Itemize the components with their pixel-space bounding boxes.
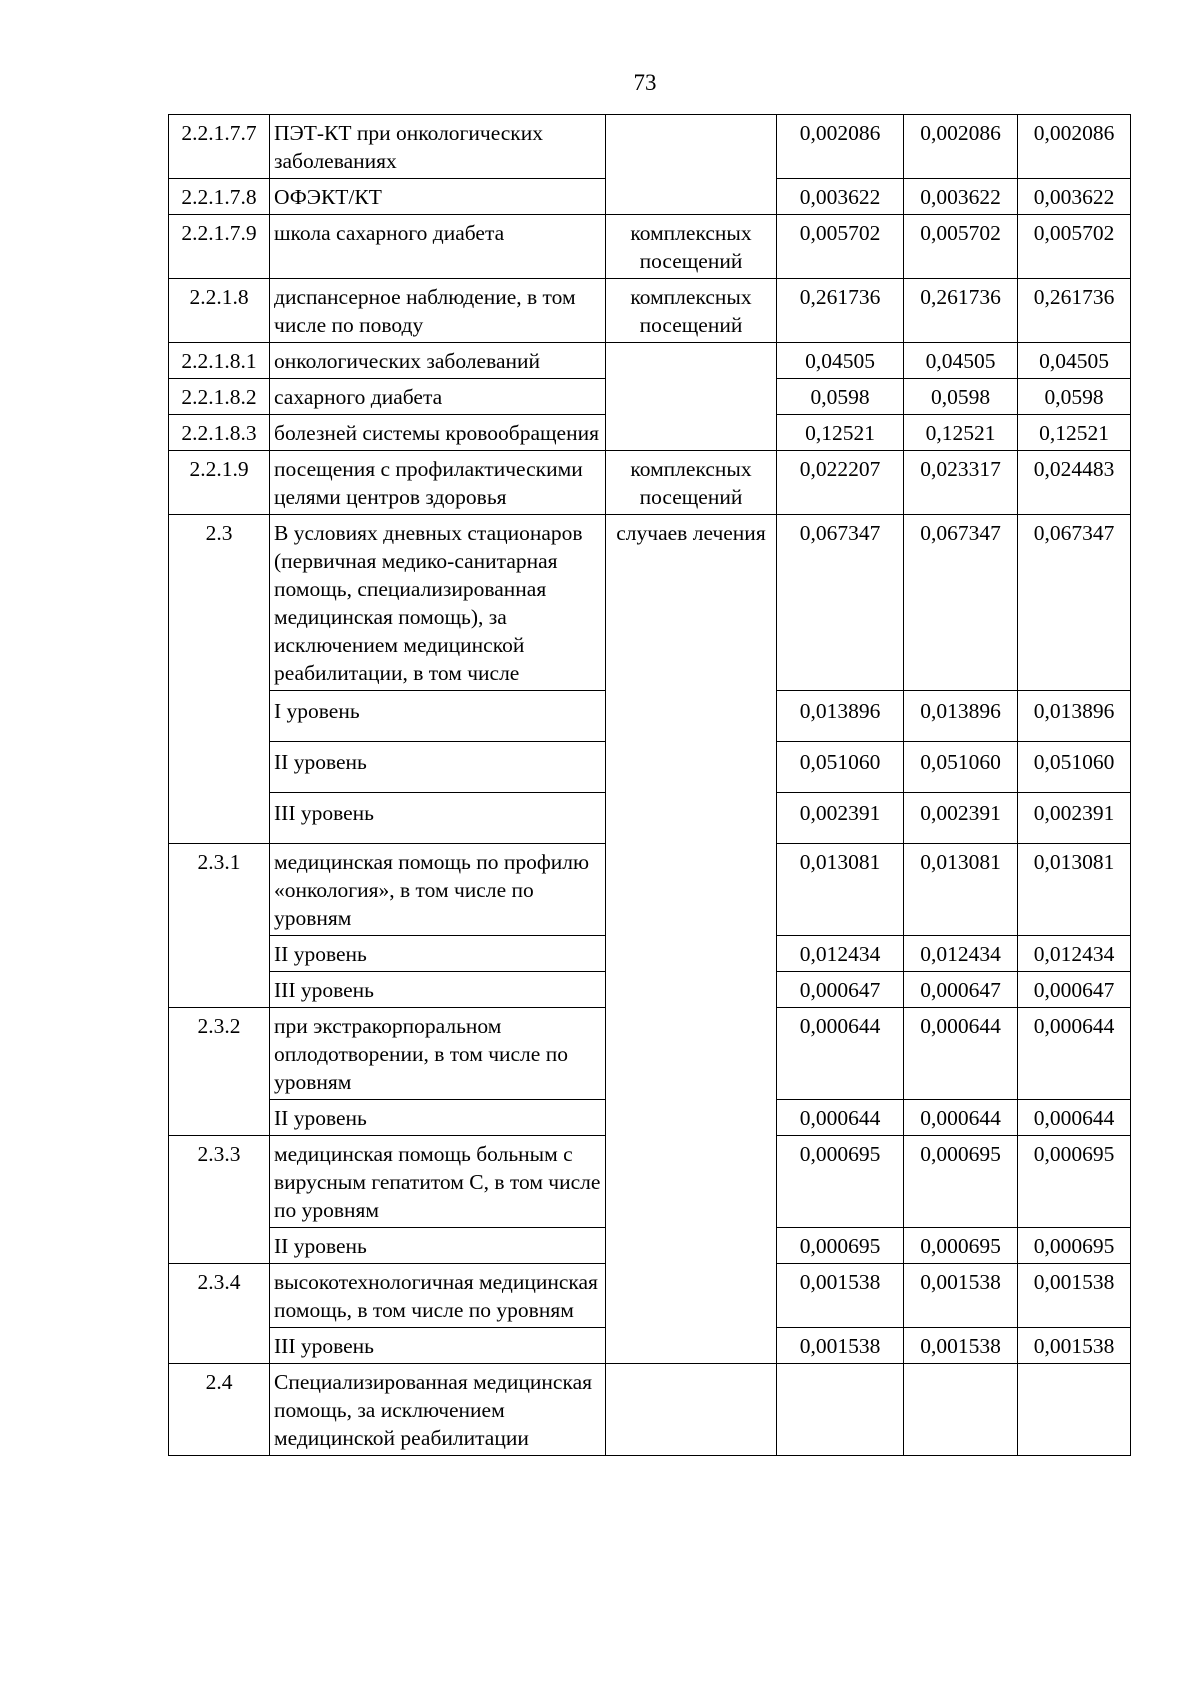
row-code: 2.2.1.7.9 [169,215,270,279]
row-code: 2.2.1.7.7 [169,115,270,179]
row-name: II уровень [270,1228,606,1264]
row-value-3: 0,002086 [1018,115,1131,179]
row-value-2: 0,000644 [904,1100,1018,1136]
row-value-1: 0,000644 [777,1008,904,1100]
row-value-2: 0,023317 [904,451,1018,515]
row-value-3: 0,003622 [1018,179,1131,215]
row-unit: комплексных посещений [606,279,777,343]
row-code: 2.3.1 [169,844,270,1008]
table-row [169,1364,1131,1456]
norms-table [168,114,1131,1456]
row-value-2: 0,000695 [904,1136,1018,1228]
row-value-1: 0,001538 [777,1328,904,1364]
row-unit: комплексных посещений [606,451,777,515]
row-value-2: 0,067347 [904,515,1018,691]
row-name: школа сахарного диабета [270,215,606,279]
row-value-2: 0,002086 [904,115,1018,179]
row-value-3 [1018,1364,1131,1456]
row-name: III уровень [270,793,606,844]
row-code: 2.3 [169,515,270,844]
row-value-1: 0,12521 [777,415,904,451]
row-value-3: 0,002391 [1018,793,1131,844]
row-value-1: 0,013896 [777,691,904,742]
row-value-3: 0,013896 [1018,691,1131,742]
row-value-2: 0,003622 [904,179,1018,215]
row-value-2: 0,000644 [904,1008,1018,1100]
row-value-3: 0,013081 [1018,844,1131,936]
row-value-1: 0,022207 [777,451,904,515]
row-value-3: 0,000647 [1018,972,1131,1008]
row-value-3: 0,261736 [1018,279,1131,343]
row-name: онкологических заболеваний [270,343,606,379]
row-value-3: 0,000695 [1018,1136,1131,1228]
row-value-1: 0,002086 [777,115,904,179]
row-name: высокотехнологичная медицинская помощь, в том числе по уровням [270,1264,606,1328]
row-value-1: 0,013081 [777,844,904,936]
row-value-1: 0,000644 [777,1100,904,1136]
row-name: III уровень [270,1328,606,1364]
row-value-3: 0,12521 [1018,415,1131,451]
row-value-2: 0,051060 [904,742,1018,793]
row-value-1: 0,003622 [777,179,904,215]
row-name: II уровень [270,742,606,793]
row-value-1: 0,261736 [777,279,904,343]
row-value-1: 0,000647 [777,972,904,1008]
row-value-3: 0,005702 [1018,215,1131,279]
row-code: 2.2.1.8.2 [169,379,270,415]
row-value-1: 0,000695 [777,1136,904,1228]
row-name: ПЭТ-КТ при онкологических заболеваниях [270,115,606,179]
row-name: медицинская помощь больным с вирусным гепатитом С, в том числе по уровням [270,1136,606,1228]
row-code: 2.2.1.7.8 [169,179,270,215]
row-value-1: 0,002391 [777,793,904,844]
row-value-3: 0,0598 [1018,379,1131,415]
row-value-1 [777,1364,904,1456]
row-unit: случаев лечения [606,515,777,1364]
row-value-3: 0,012434 [1018,936,1131,972]
row-code: 2.2.1.9 [169,451,270,515]
row-code: 2.4 [169,1364,270,1456]
row-value-2: 0,013896 [904,691,1018,742]
row-value-3: 0,000644 [1018,1008,1131,1100]
row-code: 2.2.1.8.3 [169,415,270,451]
row-value-2: 0,012434 [904,936,1018,972]
row-value-2: 0,000647 [904,972,1018,1008]
row-value-2: 0,005702 [904,215,1018,279]
row-name: Специализированная медицинская помощь, за исключением медицинской реабилитации [270,1364,606,1456]
page-number: 73 [633,70,657,95]
table-row [169,279,1131,343]
row-code: 2.3.4 [169,1264,270,1364]
row-value-2: 0,04505 [904,343,1018,379]
row-name: болезней системы кровообращения [270,415,606,451]
row-value-2: 0,0598 [904,379,1018,415]
row-value-1: 0,001538 [777,1264,904,1328]
row-code: 2.2.1.8.1 [169,343,270,379]
table-row [169,215,1131,279]
row-name: В условиях дневных стационаров (первичная медико-санитарная помощь, специализированная медицинская помощь), за исключением медицинской реабилитации, в том числе [270,515,606,691]
row-value-2: 0,261736 [904,279,1018,343]
row-value-3: 0,000695 [1018,1228,1131,1264]
row-name: посещения с профилактическими целями центров здоровья [270,451,606,515]
row-name: при экстракорпоральном оплодотворении, в том числе по уровням [270,1008,606,1100]
row-name: ОФЭКТ/КТ [270,179,606,215]
row-value-3: 0,04505 [1018,343,1131,379]
row-name: II уровень [270,936,606,972]
row-value-2: 0,12521 [904,415,1018,451]
row-value-2: 0,001538 [904,1264,1018,1328]
row-value-1: 0,005702 [777,215,904,279]
row-value-1: 0,04505 [777,343,904,379]
row-name: III уровень [270,972,606,1008]
row-value-1: 0,000695 [777,1228,904,1264]
row-unit [606,1364,777,1456]
row-unit [606,115,777,215]
row-value-2: 0,002391 [904,793,1018,844]
row-code: 2.2.1.8 [169,279,270,343]
row-name: II уровень [270,1100,606,1136]
row-value-2 [904,1364,1018,1456]
table-row [169,115,1131,179]
row-value-3: 0,051060 [1018,742,1131,793]
table-row [169,451,1131,515]
row-value-3: 0,001538 [1018,1264,1131,1328]
row-value-3: 0,067347 [1018,515,1131,691]
row-name: медицинская помощь по профилю «онкология», в том числе по уровням [270,844,606,936]
row-name: сахарного диабета [270,379,606,415]
row-code: 2.3.2 [169,1008,270,1136]
row-value-2: 0,013081 [904,844,1018,936]
row-value-2: 0,001538 [904,1328,1018,1364]
row-unit: комплексных посещений [606,215,777,279]
row-value-1: 0,067347 [777,515,904,691]
row-name: диспансерное наблюдение, в том числе по поводу [270,279,606,343]
row-name: I уровень [270,691,606,742]
row-value-3: 0,024483 [1018,451,1131,515]
row-value-3: 0,000644 [1018,1100,1131,1136]
row-value-1: 0,051060 [777,742,904,793]
table-row [169,515,1131,691]
row-value-2: 0,000695 [904,1228,1018,1264]
table-row [169,343,1131,379]
row-value-3: 0,001538 [1018,1328,1131,1364]
row-code: 2.3.3 [169,1136,270,1264]
row-value-1: 0,0598 [777,379,904,415]
row-unit [606,343,777,451]
row-value-1: 0,012434 [777,936,904,972]
